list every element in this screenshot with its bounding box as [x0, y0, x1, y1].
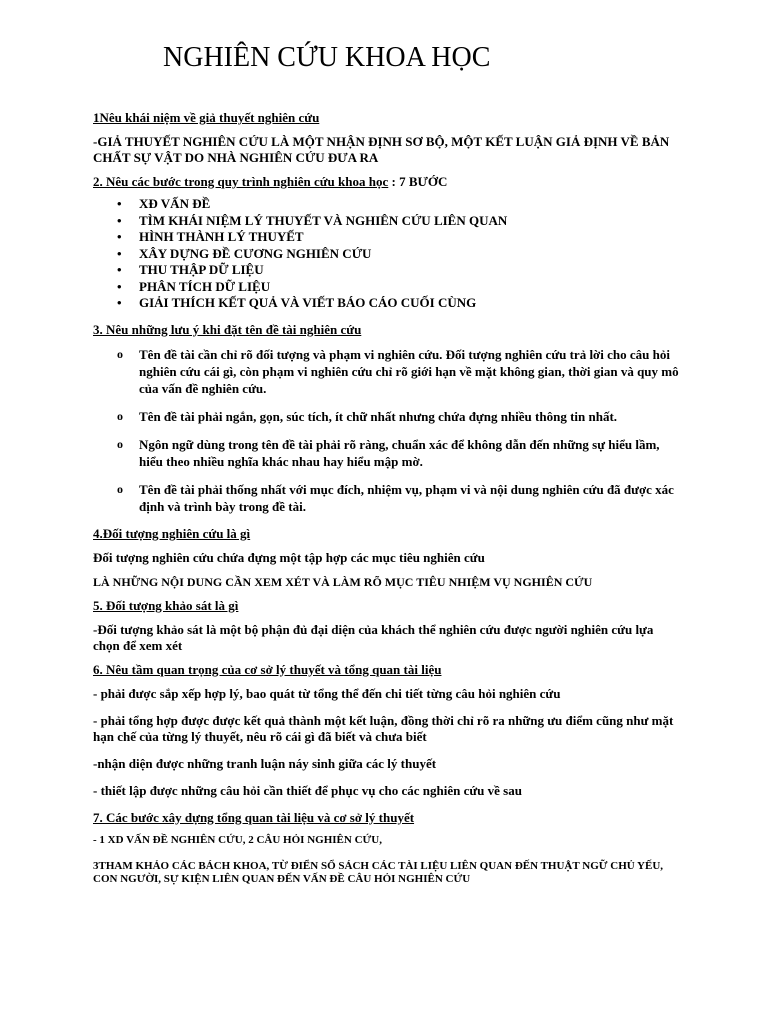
- document-body: [93, 110, 683, 894]
- list-item: • XĐ VẤN ĐỀ: [139, 196, 683, 213]
- question-6-heading: 6. Nêu tầm quan trọng của cơ sở lý thuyết và tổng quan tài liệu: [93, 661, 442, 677]
- question-6-point: - phải được sắp xếp hợp lý, bao quát từ tổng thể đến chi tiết từng câu hỏi nghiên cứu: [93, 685, 561, 701]
- list-item: • PHÂN TÍCH DỮ LIỆU: [139, 279, 683, 296]
- question-2-heading: 2. Nêu các bước trong quy trình nghiên cứu khoa học: [93, 174, 389, 189]
- list-item: • TÌM KHÁI NIỆM LÝ THUYẾT VÀ NGHIÊN CỨU LIÊN QUAN: [139, 213, 683, 230]
- title-notes-list: [93, 346, 683, 515]
- question-4-line-2: LÀ NHỮNG NỘI DUNG CẦN XEM XÉT VÀ LÀM RÕ MỤC TIÊU NHIỆM VỤ NGHIÊN CỨU: [93, 574, 593, 589]
- question-2-suffix: : 7 BƯỚC: [388, 174, 448, 189]
- list-item: • HÌNH THÀNH LÝ THUYẾT: [139, 229, 683, 246]
- list-item: o Tên đề tài phải thống nhất với mục đích, nhiệm vụ, phạm vi và nội dung nghiên cứu đã được xác định và trình bày trong đề tài.: [139, 481, 683, 515]
- question-1-heading: 1Nêu khái niệm về giả thuyết nghiên cứu: [93, 110, 320, 125]
- question-3-heading: 3. Nêu những lưu ý khi đặt tên đề tài nghiên cứu: [93, 321, 362, 337]
- list-item: o Tên đề tài phải ngắn, gọn, súc tích, ít chữ nhất nhưng chứa đựng nhiều thông tin nhất.: [139, 408, 683, 425]
- question-4-heading: 4.Đối tượng nghiên cứu là gì: [93, 525, 251, 541]
- list-item: o Ngôn ngữ dùng trong tên đề tài phải rõ ràng, chuẩn xác để không dẫn đến những sự hiểu lầm, hiểu theo nhiều nghĩa khác nhau hay hiểu mập mờ.: [139, 436, 683, 470]
- question-7-line-2: 3THAM KHẢO CÁC BÁCH KHOA, TỪ ĐIỂN SỔ SÁCH CÁC TÀI LIỆU LIÊN QUAN ĐẾN THUẬT NGỮ CHỦ YẾU, CON NGƯỜI, SỰ KIỆN LIÊN QUAN ĐẾN VẤN ĐỀ CÂU HỎI NGHIÊN CỨU: [93, 859, 664, 885]
- question-1-answer: -GIẢ THUYẾT NGHIÊN CỨU LÀ MỘT NHẬN ĐỊNH SƠ BỘ, MỘT KẾT LUẬN GIẢ ĐỊNH VỀ BẢN CHẤT SỰ VẬT DO NHÀ NGHIÊN CỨU ĐƯA RA: [93, 134, 670, 165]
- question-7-line-1: - 1 XD VẤN ĐỀ NGHIÊN CỨU, 2 CÂU HỎI NGHIÊN CỨU,: [93, 833, 382, 846]
- question-5-heading: 5. Đối tượng khảo sát là gì: [93, 597, 239, 613]
- list-item: • XÂY DỰNG ĐỀ CƯƠNG NGHIÊN CỨU: [139, 246, 683, 263]
- question-5-answer: -Đối tượng khảo sát là một bộ phận đủ đại diện của khách thể nghiên cứu được người nghiên cứu lựa chọn để xem xét: [93, 621, 654, 653]
- page-title: NGHIÊN CỨU KHOA HỌC: [163, 42, 491, 73]
- list-item: • GIẢI THÍCH KẾT QUẢ VÀ VIẾT BÁO CÁO CUỐI CÙNG: [139, 295, 683, 312]
- question-6-point: -nhận diện được những tranh luận náy sinh giữa các lý thuyết: [93, 755, 437, 771]
- question-7-heading: 7. Các bước xây dựng tổng quan tài liệu và cơ sở lý thuyết: [93, 809, 415, 825]
- question-6-point: - phải tổng hợp được được kết quả thành một kết luận, đồng thời chỉ rõ ra những ưu điểm cũng như mặt hạn chế của từng lý thuyết, nêu rõ cái gì đã biết và chưa biết: [93, 712, 674, 744]
- question-2-heading-line: [93, 174, 683, 190]
- question-4-line-1: Đối tượng nghiên cứu chứa đựng một tập hợp các mục tiêu nghiên cứu: [93, 549, 485, 565]
- list-item: o Tên đề tài cần chỉ rõ đối tượng và phạm vi nghiên cứu. Đối tượng nghiên cứu trả lời cho câu hỏi nghiên cứu cái gì, còn phạm vi nghiên cứu chỉ rõ giới hạn về mặt không gian, thời gian và quy mô của vấn đề nghiên cứu.: [139, 346, 683, 397]
- list-item: • THU THẬP DỮ LIỆU: [139, 262, 683, 279]
- question-6-point: - thiết lập được những câu hỏi cần thiết để phục vụ cho các nghiên cứu về sau: [93, 782, 522, 798]
- research-steps-list: [93, 196, 683, 312]
